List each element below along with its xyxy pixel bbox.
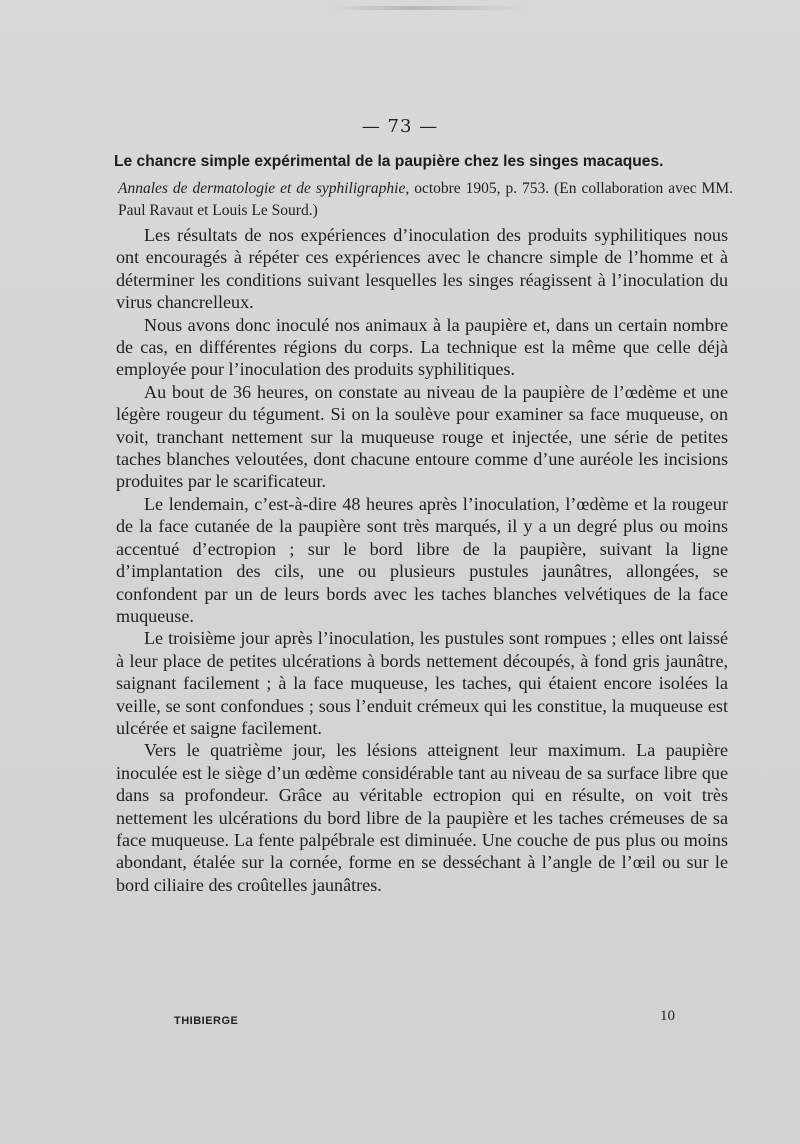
paragraph: Vers le quatrième jour, les lésions atteignent leur maximum. La paupière inoculée est le siège d’un œdème considérable tant au niveau de sa surface libre que dans sa profondeur. Grâce au véritable ectropion qui en résulte, on voit très nettement les ulcérations du bord libre de la paupière et les taches crémeuses de sa face muqueuse. La fente palpébrale est diminuée. Une couche de pus plus ou moins abondant, étalée sur la cornée, forme en se desséchant à l’angle de l’œil ou sur le bord ciliaire des croûtelles jaunâtres. — [116, 740, 728, 895]
paragraph: Le troisième jour après l’inoculation, les pustules sont rompues ; elles ont laissé à leur place de petites ulcérations à bords nettement découpés, à fond gris jaunâtre, saignant facilement ; à la face muqueuse, les taches, qui étaient encore isolées la veille, se sont confondues ; sous l’enduit crémeux qui les constitue, la muqueuse est ulcérée et saigne facilement. — [116, 628, 728, 738]
citation — [118, 178, 733, 222]
citation-journal: Annales de dermatologie et de syphiligraphie, — [118, 180, 410, 197]
scan-artifact — [330, 6, 530, 10]
paragraph: Le lendemain, c’est-à-dire 48 heures après l’inoculation, l’œdème et la rougeur de la face cutanée de la paupière sont très marqués, il y a un degré plus ou moins accentué d’ectropion ; sur le bord libre de la paupière, suivant la ligne d’implantation des cils, une ou plusieurs pustules jaunâtres, allongées, se confondent par un de leurs bords avec les taches blanches velvétiques de la face muqueuse. — [116, 493, 728, 626]
sheet-number: 10 — [660, 1008, 675, 1024]
paragraph: Nous avons donc inoculé nos animaux à la paupière et, dans un certain nombre de cas, en différentes régions du corps. La technique est la même que celle déjà employée pour l’inoculation des produits syphilitiques. — [116, 314, 728, 380]
footer-signature: THIBIERGE — [174, 1015, 239, 1027]
paragraph: Au bout de 36 heures, on constate au niveau de la paupière de l’œdème et une légère rougeur du tégument. Si on la soulève pour examiner sa face muqueuse, on voit, tranchant nettement sur la muqueuse rouge et injectée, une série de petites taches blanches veloutées, dont chacune entoure comme d’une auréole les incisions produites par le scarificateur. — [116, 381, 728, 492]
paragraph: Les résultats de nos expériences d’inoculation des produits syphilitiques nous ont encouragés à répéter ces expériences avec le chancre simple de l’homme et à déterminer les conditions suivant lesquelles les singes réagissent à l’inoculation du virus chancrelleux. — [116, 225, 728, 313]
body-text — [116, 224, 728, 896]
article-title: Le chancre simple expérimental de la paupière chez les singes macaques. — [114, 153, 664, 170]
page-number: — 73 — — [361, 116, 439, 137]
citation-details: octobre 1905, p. 753. (En collaboration avec MM. Paul Ravaut et Louis Le Sourd.) — [118, 180, 733, 219]
